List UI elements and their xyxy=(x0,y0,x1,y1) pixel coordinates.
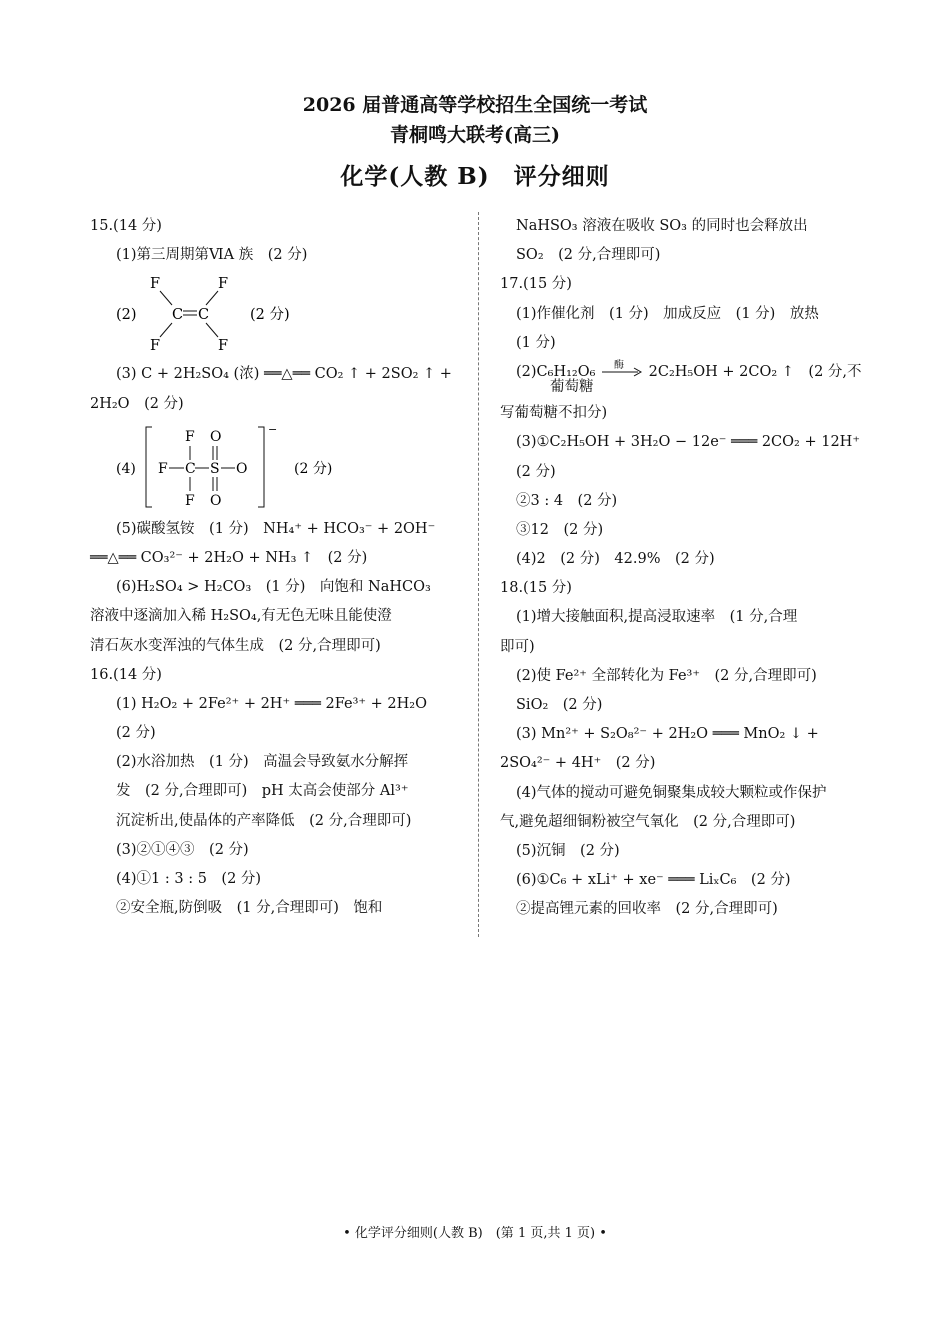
q18-part3-cont: 2SO₄²⁻ + 4H⁺ (2 分) xyxy=(500,755,656,772)
q18-part5: (5)沉铜 (2 分) xyxy=(516,842,620,859)
q15-part3-cont: 2H₂O (2 分) xyxy=(90,395,184,412)
q17-heading: 17.(15 分) xyxy=(500,276,572,293)
charge-sign: − xyxy=(268,422,278,436)
bond xyxy=(160,291,172,305)
right-bracket xyxy=(258,427,264,507)
bond xyxy=(206,291,218,305)
exam-title: 2026 届普通高等学校招生全国统一考试 xyxy=(302,94,648,116)
q16-part2-cont: 发 (2 分,合理即可) pH 太高会使部分 Al³⁺ xyxy=(116,783,409,800)
left-bracket xyxy=(146,427,152,507)
q15-part4-score: (2 分) xyxy=(294,460,333,477)
q15-part5: (5)碳酸氢铵 (1 分) NH₄⁺ + HCO₃⁻ + 2OH⁻ xyxy=(116,520,436,537)
atom-s: S xyxy=(210,460,220,477)
q18-part2: (2)使 Fe²⁺ 全部转化为 Fe³⁺ (2 分,合理即可) xyxy=(516,667,817,684)
q17-part1: (1)作催化剂 (1 分) 加成反应 (1 分) 放热 xyxy=(516,305,819,322)
enzyme-label: 酶 xyxy=(614,359,625,371)
q16-part1-cont: (2 分) xyxy=(116,725,156,742)
q17-part3-sub3: ③12 (2 分) xyxy=(516,521,604,538)
bond xyxy=(160,323,172,337)
atom-o: O xyxy=(210,428,222,445)
q15-part1: (1)第三周期第ⅥA 族 (2 分) xyxy=(116,247,308,264)
document-title: 化学(人教 B) 评分细则 xyxy=(340,163,610,190)
q16-part2-cont: 沉淀析出,使晶体的产率降低 (2 分,合理即可) xyxy=(116,812,412,829)
bond xyxy=(206,323,218,337)
q18-part6: (6)①C₆ + xLi⁺ + xe⁻ ═══ LiₓC₆ (2 分) xyxy=(516,872,791,889)
q16-part5-cont: NaHSO₃ 溶液在吸收 SO₃ 的同时也会释放出 xyxy=(516,218,808,234)
q18-part2-cont: SiO₂ (2 分) xyxy=(516,697,603,713)
atom-f: F xyxy=(185,428,195,445)
q18-part1: (1)增大接触面积,提高浸取速率 (1 分,合理 xyxy=(516,609,798,626)
q18-part4-cont: 气,避免超细铜粉被空气氧化 (2 分,合理即可) xyxy=(500,813,796,830)
q15-part6-cont: 清石灰水变浑浊的气体生成 (2 分,合理即可) xyxy=(90,637,381,654)
atom-c: C xyxy=(172,307,184,324)
q15-part4-structure xyxy=(90,419,462,515)
q16-part1: (1) H₂O₂ + 2Fe²⁺ + 2H⁺ ═══ 2Fe³⁺ + 2H₂O xyxy=(116,695,427,712)
arrow-icon xyxy=(600,366,644,378)
q17-part3: (3)①C₂H₅OH + 3H₂O − 12e⁻ ═══ 2CO₂ + 12H⁺ xyxy=(516,434,860,451)
q17-part2 xyxy=(500,358,862,387)
q17-part1-cont: (1 分) xyxy=(516,334,556,351)
q18-heading: 18.(15 分) xyxy=(500,580,572,597)
q15-part6: (6)H₂SO₄ > H₂CO₃ (1 分) 向饱和 NaHCO₃ xyxy=(116,579,431,596)
q15-part5-cont: ══△══ CO₃²⁻ + 2H₂O + NH₃ ↑ (2 分) xyxy=(90,549,368,566)
q16-part3: (3)②①④③ (2 分) xyxy=(116,841,249,858)
atom-c: C xyxy=(198,307,210,324)
q15-part2-score: (2 分) xyxy=(250,307,290,324)
q15-part3: (3) C + 2H₂SO₄ (浓) ══△══ CO₂ ↑ + 2SO₂ ↑ + xyxy=(116,366,452,383)
reaction-arrow xyxy=(600,359,644,378)
q15-heading: 15.(14 分) xyxy=(90,218,162,234)
glucose-label: 葡萄糖 xyxy=(550,379,594,396)
q16-part5-cont: SO₂ (2 分,合理即可) xyxy=(516,247,661,264)
column-divider xyxy=(478,212,479,937)
q17-part3-cont: (2 分) xyxy=(516,463,556,480)
q17-part2-tail: 2C₂H₅OH + 2CO₂ ↑ (2 分,不 xyxy=(648,363,862,380)
right-column xyxy=(500,212,862,925)
exam-subtitle: 青桐鸣大联考(高三) xyxy=(390,124,560,146)
q18-part3: (3) Mn²⁺ + S₂O₈²⁻ + 2H₂O ═══ MnO₂ ↓ + xyxy=(516,726,819,743)
q15-part2-label: (2) xyxy=(116,307,137,324)
atom-o: O xyxy=(210,492,222,509)
atom-f: F xyxy=(150,338,161,355)
q18-part4: (4)气体的搅动可避免铜聚集成较大颗粒或作保护 xyxy=(516,784,827,801)
q16-part4: (4)①1 : 3 : 5 (2 分) xyxy=(116,871,262,887)
q18-part1-cont: 即可) xyxy=(500,638,535,655)
atom-f: F xyxy=(150,276,161,293)
q18-part6-sub2: ②提高锂元素的回收率 (2 分,合理即可) xyxy=(516,901,778,918)
atom-f: F xyxy=(218,276,229,293)
page-footer: • 化学评分细则(人教 B) (第 1 页,共 1 页) • xyxy=(343,1226,607,1241)
q17-part4: (4)2 (2 分) 42.9% (2 分) xyxy=(516,551,715,568)
q17-part2-cont: 写葡萄糖不扣分) xyxy=(500,405,608,422)
atom-c: C xyxy=(185,460,196,477)
atom-f: F xyxy=(158,460,168,477)
q16-part5: ②安全瓶,防倒吸 (1 分,合理即可) 饱和 xyxy=(116,900,383,917)
q16-part2: (2)水浴加热 (1 分) 高温会导致氨水分解挥 xyxy=(116,754,409,771)
q15-part6-cont: 溶液中逐滴加入稀 H₂SO₄,有无色无味且能使澄 xyxy=(90,608,392,625)
q15-part2-structure xyxy=(90,270,462,358)
atom-f: F xyxy=(218,338,229,355)
q17-part2-lead: (2)C₆H₁₂O₆ xyxy=(516,363,596,380)
q16-heading: 16.(14 分) xyxy=(90,666,162,683)
atom-f: F xyxy=(185,492,195,509)
atom-o: O xyxy=(236,460,248,477)
left-column xyxy=(90,212,462,923)
q15-part4-label: (4) xyxy=(116,460,136,477)
q17-part3-sub2: ②3 : 4 (2 分) xyxy=(516,492,618,509)
